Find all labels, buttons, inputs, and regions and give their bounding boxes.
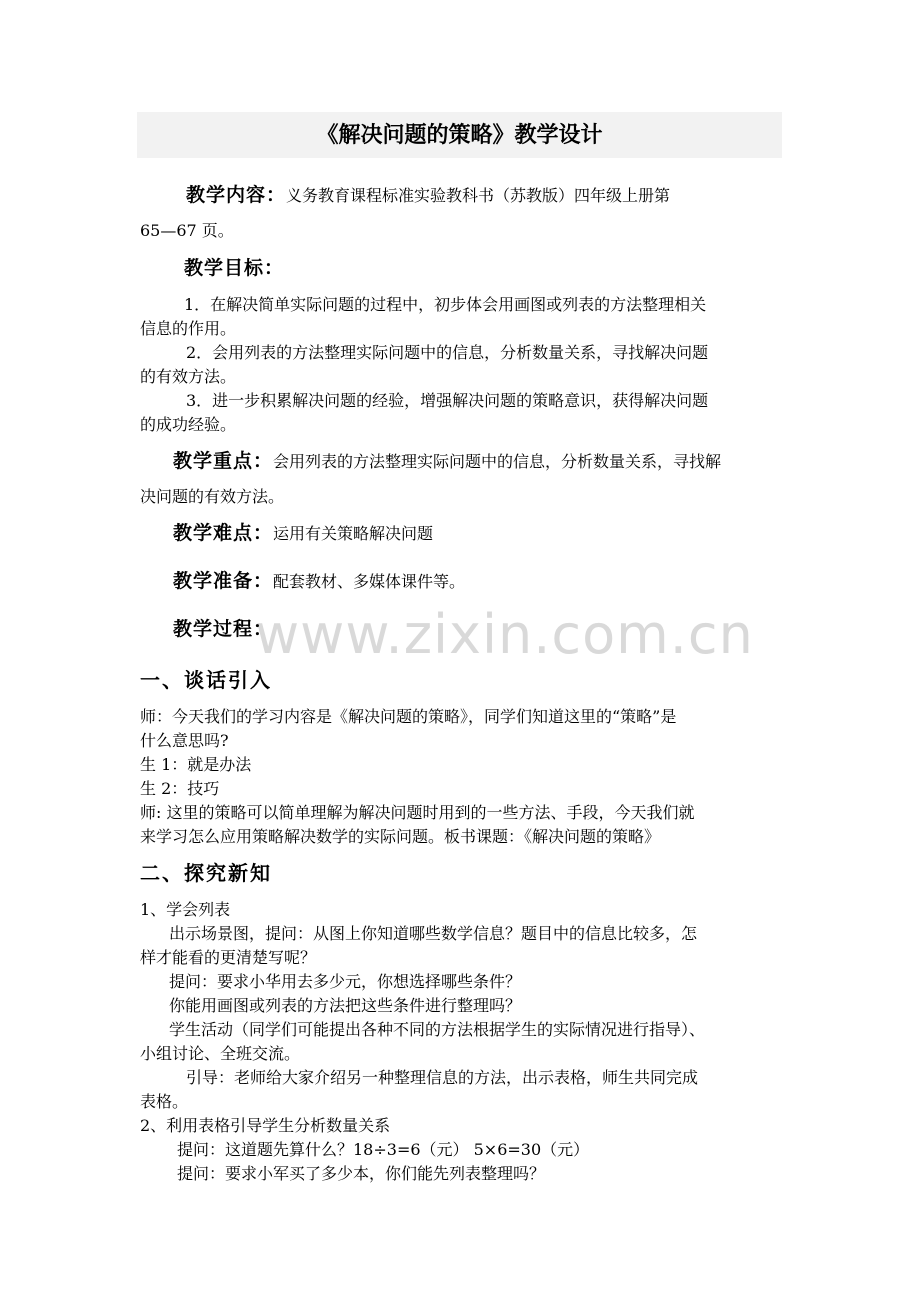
section-2-line: 表格。 [140,1092,189,1111]
section-2-line: 1、学会列表 [140,900,231,919]
key-point-row [173,449,721,474]
key-point-text-cont: 决问题的有效方法。 [140,487,285,506]
section-1-line: 什么意思吗? [140,731,229,750]
objective-2: 2．会用列表的方法整理实际问题中的信息，分析数量关系，寻找解决问题 [186,343,709,362]
section-2-line: 学生活动（同学们可能提出各种不同的方法根据学生的实际情况进行指导）、 [169,1020,706,1039]
key-point-label: 教学重点： [173,450,274,472]
section-1-line: 来学习怎么应用策略解决数学的实际问题。板书课题：《解决问题的策略》 [140,827,661,846]
watermark: www.zixin.com.cn [255,603,754,666]
section-2-line: 出示场景图，提问：从图上你知道哪些数学信息？题目中的信息比较多，怎 [169,924,698,943]
objective-2-cont: 的有效方法。 [140,367,237,386]
section-1-heading: 一、谈话引入 [140,668,272,692]
key-point-text: 会用列表的方法整理实际问题中的信息，分析数量关系，寻找解 [273,452,722,471]
objectives-label: 教学目标： [184,257,285,279]
objective-1-cont: 信息的作用。 [140,319,237,338]
section-2-line: 提问：要求小军买了多少本，你们能先列表整理吗？ [177,1164,546,1183]
section-1-line: 生 1：就是办法 [140,755,252,774]
process-row [173,617,273,642]
content-text-cont: 65—67 页。 [140,221,234,240]
objective-3-cont: 的成功经验。 [140,415,237,434]
preparation-row [173,569,465,594]
section-1-line: 师：今天我们的学习内容是《解决问题的策略》，同学们知道这里的“策略”是 [140,707,677,726]
difficulty-text: 运用有关策略解决问题 [273,524,434,543]
section-2-line: 小组讨论、全班交流。 [140,1044,301,1063]
section-2-line: 提问：这道题先算什么？18÷3=6（元） 5×6=30（元） [177,1140,590,1159]
section-1-line: 生 2：技巧 [140,779,220,798]
difficulty-label: 教学难点： [173,522,274,544]
content-text: 义务教育课程标准实验教科书（苏教版）四年级上册第 [286,186,671,205]
section-2-line: 2、利用表格引导学生分析数量关系 [140,1116,391,1135]
process-label: 教学过程： [173,618,274,640]
section-2-line: 引导：老师给大家介绍另一种整理信息的方法，出示表格，师生共同完成 [186,1068,699,1087]
preparation-label: 教学准备： [173,570,274,592]
document-title: 《解决问题的策略》教学设计 [316,123,603,148]
preparation-text: 配套教材、多媒体课件等。 [273,572,466,591]
content-row [186,183,670,208]
objective-3: 3．进一步积累解决问题的经验，增强解决问题的策略意识，获得解决问题 [186,391,709,410]
section-1-line: 师: 这里的策略可以简单理解为解决问题时用到的一些方法、手段，今天我们就 [140,803,695,822]
objective-1: 1．在解决简单实际问题的过程中，初步体会用画图或列表的方法整理相关 [184,295,707,314]
content-label: 教学内容： [186,184,287,206]
objectives-row [184,256,284,281]
section-2-line: 你能用画图或列表的方法把这些条件进行整理吗？ [169,996,522,1015]
section-2-line: 提问：要求小华用去多少元，你想选择哪些条件？ [169,972,522,991]
section-2-line: 样才能看的更清楚写呢？ [140,948,317,967]
section-2-heading: 二、探究新知 [140,861,272,885]
difficulty-row [173,521,433,546]
